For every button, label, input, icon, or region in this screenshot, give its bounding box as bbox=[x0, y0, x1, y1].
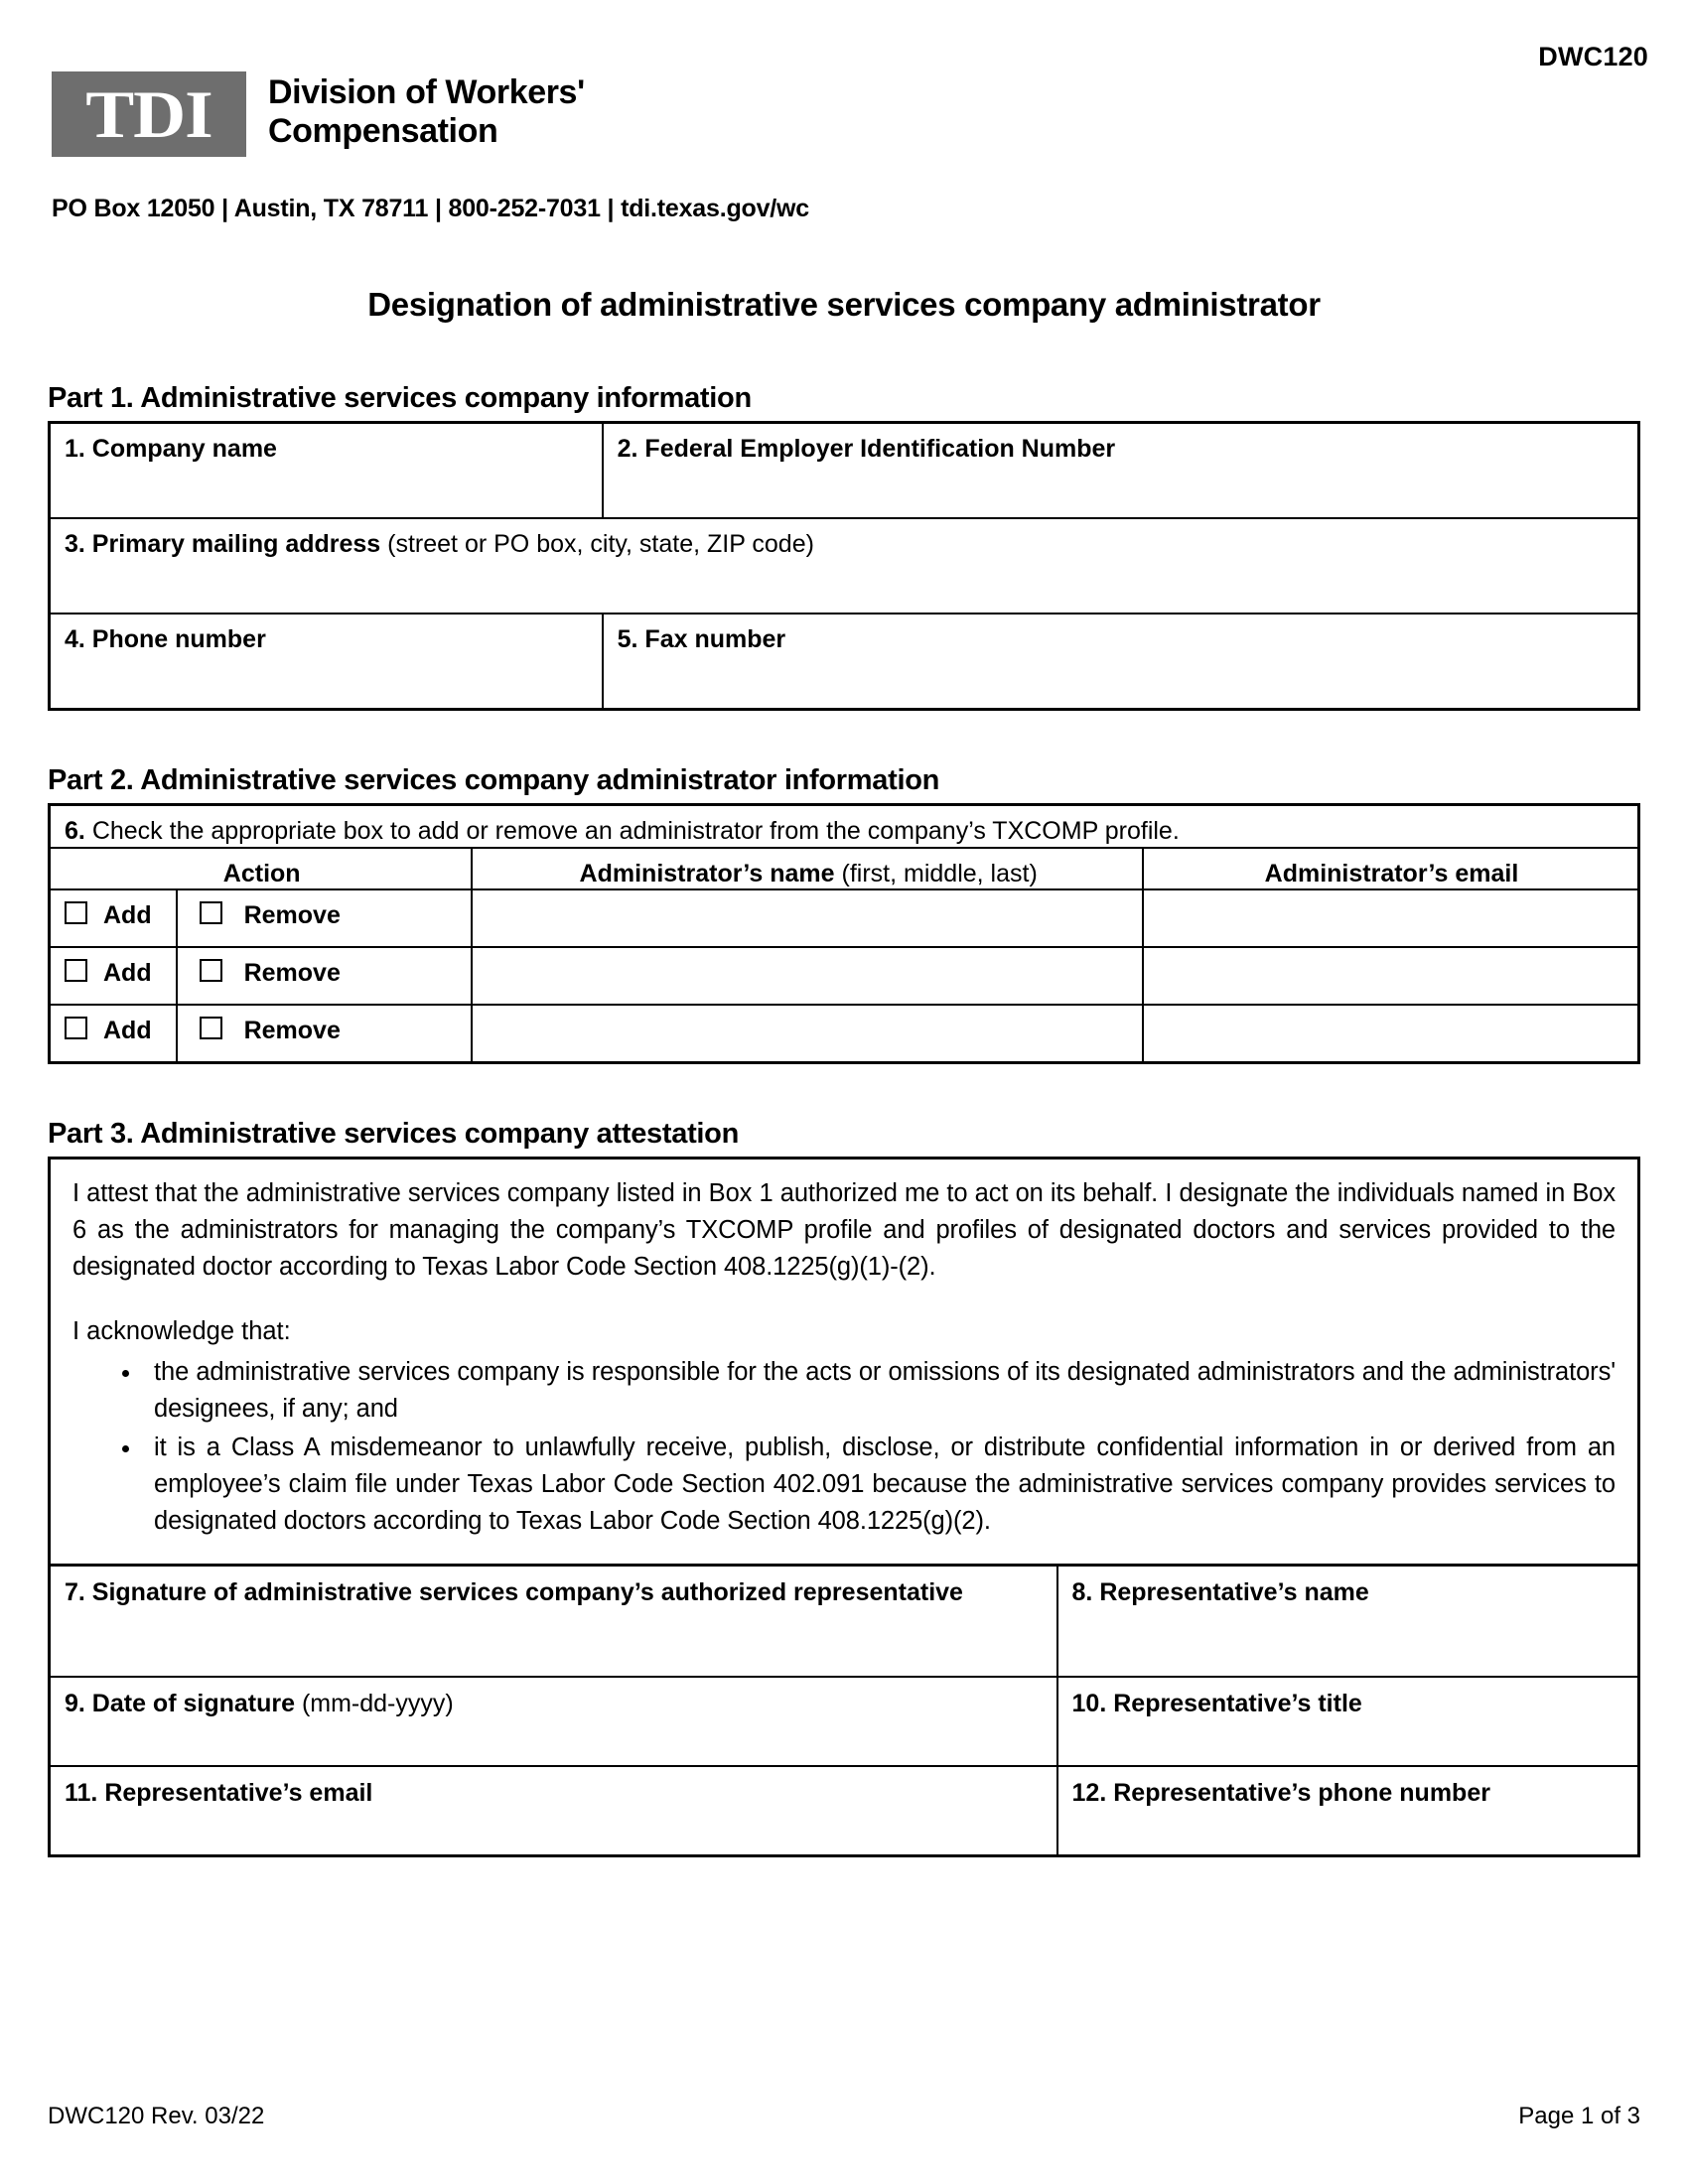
field-representative-phone[interactable] bbox=[1057, 1766, 1639, 1856]
checkbox-icon[interactable] bbox=[200, 1017, 222, 1039]
field-date-of-signature-label: 9. Date of signature bbox=[65, 1689, 295, 1717]
part1-table bbox=[48, 421, 1640, 711]
field-representative-name-label: 8. Representative’s name bbox=[1071, 1577, 1369, 1606]
field-date-of-signature[interactable] bbox=[50, 1677, 1057, 1766]
field-signature[interactable] bbox=[50, 1565, 1057, 1677]
agency-contact-line: PO Box 12050 | Austin, TX 78711 | 800-252-7031 | tdi.texas.gov/wc bbox=[52, 195, 809, 222]
agency-name-line1: Division of Workers' bbox=[268, 73, 585, 111]
section-gap bbox=[48, 1064, 1640, 1118]
checkbox-icon[interactable] bbox=[65, 1017, 87, 1039]
field-fein-label: 2. Federal Employer Identification Number bbox=[617, 435, 1116, 463]
checkbox-add-label: Add bbox=[103, 1017, 152, 1044]
part2-heading: Part 2. Administrative services company administrator information bbox=[48, 764, 940, 796]
input-administrator-email-row-3[interactable] bbox=[1143, 1005, 1639, 1063]
attestation-inner bbox=[51, 1160, 1637, 1564]
section-gap bbox=[48, 711, 1640, 764]
input-administrator-name-row-2[interactable] bbox=[472, 947, 1143, 1005]
attestation-box bbox=[48, 1157, 1640, 1564]
input-administrator-name-row-3[interactable] bbox=[472, 1005, 1143, 1063]
field-company-name[interactable] bbox=[50, 423, 603, 519]
field-representative-phone-label: 12. Representative’s phone number bbox=[1071, 1778, 1490, 1807]
checkbox-add-row-1[interactable] bbox=[50, 889, 177, 947]
input-administrator-name-row-1[interactable] bbox=[472, 889, 1143, 947]
input-administrator-email-row-2[interactable] bbox=[1143, 947, 1639, 1005]
column-header-administrator-name: Administrator’s name (first, middle, last) bbox=[472, 848, 1143, 890]
table-row bbox=[50, 889, 1639, 947]
form-code: DWC120 bbox=[1538, 42, 1648, 71]
field-phone-number[interactable] bbox=[50, 614, 603, 710]
field-fax-number-label: 5. Fax number bbox=[617, 625, 786, 653]
field-fax-number[interactable] bbox=[603, 614, 1639, 710]
field-signature-label: 7. Signature of administrative services company’s authorized representative bbox=[65, 1577, 963, 1606]
field-date-of-signature-hint: (mm-dd-yyyy) bbox=[301, 1689, 454, 1717]
checkbox-icon[interactable] bbox=[65, 959, 87, 982]
checkbox-icon[interactable] bbox=[200, 959, 222, 982]
field-mailing-address[interactable] bbox=[50, 518, 1639, 614]
checkbox-remove-row-2[interactable] bbox=[177, 947, 473, 1005]
acknowledge-intro: I acknowledge that: bbox=[72, 1316, 291, 1345]
agency-logo-block bbox=[52, 71, 585, 157]
column-header-administrator-email: Administrator’s email bbox=[1143, 848, 1639, 890]
checkbox-remove-row-1[interactable] bbox=[177, 889, 473, 947]
table-row bbox=[50, 805, 1639, 848]
checkbox-add-row-2[interactable] bbox=[50, 947, 177, 1005]
acknowledge-bullet-list bbox=[72, 1354, 1616, 1540]
field-phone-number-label: 4. Phone number bbox=[65, 625, 266, 653]
field-mailing-address-hint: (street or PO box, city, state, ZIP code) bbox=[387, 530, 814, 558]
field-representative-title[interactable] bbox=[1057, 1677, 1639, 1766]
field-representative-title-label: 10. Representative’s title bbox=[1071, 1689, 1362, 1717]
part2-table bbox=[48, 803, 1640, 1064]
field-representative-email-label: 11. Representative’s email bbox=[65, 1778, 373, 1807]
field-company-name-label: 1. Company name bbox=[65, 435, 277, 463]
agency-name-line2: Compensation bbox=[268, 112, 498, 151]
table-row bbox=[50, 518, 1639, 614]
table-header-row bbox=[50, 848, 1639, 890]
part3-signature-table bbox=[48, 1564, 1640, 1857]
field-fein[interactable] bbox=[603, 423, 1639, 519]
checkbox-icon[interactable] bbox=[200, 901, 222, 924]
table-row bbox=[50, 1766, 1639, 1856]
tdi-logo-text: TDI bbox=[85, 76, 212, 152]
q6-text: Check the appropriate box to add or remove an administrator from the company’s TXCOMP profile. bbox=[91, 817, 1180, 845]
table-row bbox=[50, 614, 1639, 710]
checkbox-remove-label: Remove bbox=[243, 1017, 341, 1044]
footer-revision: DWC120 Rev. 03/22 bbox=[48, 2103, 265, 2129]
list-item: • it is a Class A misdemeanor to unlawfully receive, publish, disclose, or distribute confidential information in or derived from an employee’s claim file under Texas Labor Code Section 402.091 because the administrative services company provides services to designated doctors according to Texas Labor Code Section 408.1225(g)(2). bbox=[142, 1430, 1616, 1540]
checkbox-icon[interactable] bbox=[65, 901, 87, 924]
attestation-paragraph: I attest that the administrative services company listed in Box 1 authorized me to act on its behalf. I designate the individuals named in Box 6 as the administrators for managing the company’s TXCOMP profile and profiles of designated doctors and services provided to the designated doctor according to Texas Labor Code Section 408.1225(g)(1)-(2). bbox=[72, 1179, 1616, 1281]
checkbox-add-label: Add bbox=[103, 901, 152, 929]
form-content bbox=[48, 382, 1640, 1857]
checkbox-remove-row-3[interactable] bbox=[177, 1005, 473, 1063]
part1-heading: Part 1. Administrative services company information bbox=[48, 382, 752, 414]
tdi-logo-icon bbox=[52, 71, 246, 157]
table-row bbox=[50, 947, 1639, 1005]
field-representative-email[interactable] bbox=[50, 1766, 1057, 1856]
page-footer bbox=[48, 2103, 1640, 2130]
table-row bbox=[50, 423, 1639, 519]
column-header-action: Action bbox=[50, 848, 473, 890]
checkbox-remove-label: Remove bbox=[243, 901, 341, 929]
agency-name bbox=[268, 71, 585, 152]
checkbox-add-row-3[interactable] bbox=[50, 1005, 177, 1063]
table-row bbox=[50, 1565, 1639, 1677]
checkbox-add-label: Add bbox=[103, 959, 152, 987]
footer-page-number: Page 1 of 3 bbox=[1518, 2103, 1640, 2129]
q6-instruction bbox=[50, 805, 1639, 848]
field-mailing-address-label: 3. Primary mailing address bbox=[65, 530, 381, 558]
q6-number: 6. bbox=[65, 817, 85, 845]
checkbox-remove-label: Remove bbox=[243, 959, 341, 987]
input-administrator-email-row-1[interactable] bbox=[1143, 889, 1639, 947]
part3-heading: Part 3. Administrative services company attestation bbox=[48, 1118, 740, 1150]
table-row bbox=[50, 1005, 1639, 1063]
table-row bbox=[50, 1677, 1639, 1766]
list-item: • the administrative services company is responsible for the acts or omissions of its designated administrators and the administrators' designees, if any; and bbox=[142, 1354, 1616, 1428]
field-representative-name[interactable] bbox=[1057, 1565, 1639, 1677]
page-title: Designation of administrative services company administrator bbox=[367, 286, 1321, 323]
